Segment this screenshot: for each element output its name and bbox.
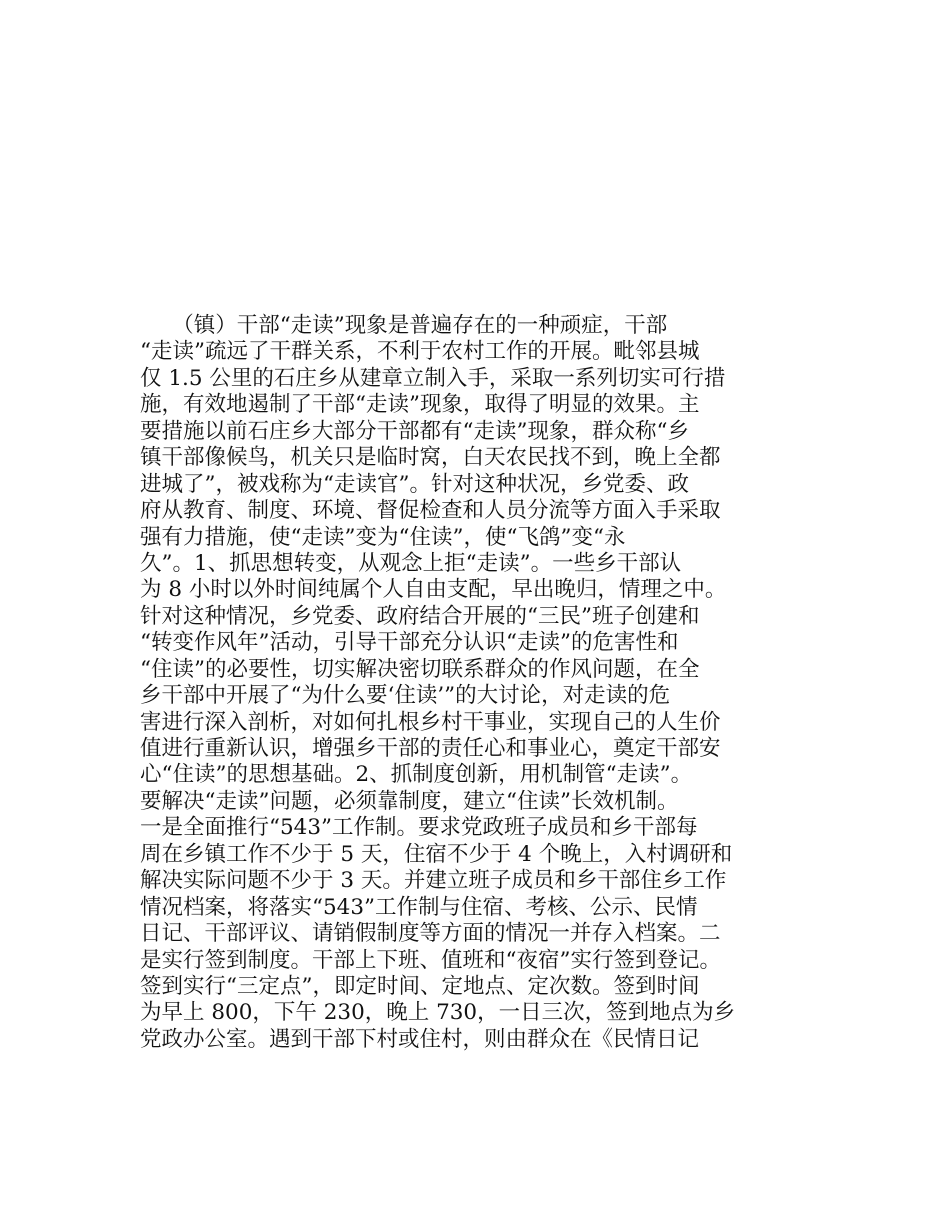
text-line: “住读”的必要性，切实解决密切联系群众的作风问题，在全 — [140, 656, 700, 682]
text-line: 值进行重新认识，增强乡干部的责任心和事业心，奠定干部安 — [140, 736, 721, 761]
text-line: “走读”疏远了干群关系，不利于农村工作的开展。毗邻县城 — [140, 339, 700, 365]
text-line: 为早上 800，下午 230，晚上 730，一日三次，签到地点为乡 — [140, 1000, 736, 1026]
text-line: 要措施以前石庄乡大部分干部都有“走读”现象，群众称“乡 — [140, 418, 689, 444]
text-line: 周在乡镇工作不少于 5 天，住宿不少于 4 个晚上，入村调研和 — [140, 841, 733, 867]
text-line: 要解决“走读”问题，必须靠制度，建立“住读”长效机制。 — [140, 788, 679, 814]
text-line: 是实行签到制度。干部上下班、值班和“夜宿”实行签到登记。 — [140, 947, 721, 973]
text-line: 为 8 小时以外时间纯属个人自由支配，早出晚归，情理之中。 — [140, 577, 727, 603]
text-line: 针对这种情况，乡党委、政府结合开展的“三民”班子创建和 — [140, 603, 700, 629]
text-line: 签到实行“三定点”，即定时间、定地点、定次数。签到时间 — [140, 973, 700, 999]
text-line: 进城了”，被戏称为“走读官”。针对这种状况，乡党委、政 — [140, 471, 689, 497]
body-paragraph — [140, 313, 830, 1053]
text-line: 乡干部中开展了“为什么要‘住读’”的大讨论，对走读的危 — [140, 683, 671, 709]
text-line: 镇干部像候鸟，机关只是临时窝，白天农民找不到，晚上全都 — [140, 445, 721, 471]
text-line: 强有力措施，使“走读”变为“住读”，使“飞鸽”变“永 — [140, 524, 626, 550]
text-line: 日记、干部评议、请销假制度等方面的情况一并存入档案。二 — [140, 921, 721, 947]
text-line: 府从教育、制度、环境、督促检查和人员分流等方面入手采取 — [140, 498, 721, 524]
text-line: 仅 1.5 公里的石庄乡从建章立制入手，采取一系列切实可行措 — [140, 365, 726, 391]
text-line: 施，有效地遏制了干部“走读”现象，取得了明显的效果。主 — [140, 392, 700, 418]
text-line: 一是全面推行“543”工作制。要求党政班子成员和乡干部每 — [140, 815, 698, 841]
text-line: 心“住读”的思想基础。2、抓制度创新，用机制管“走读”。 — [140, 762, 693, 788]
text-line: “转变作风年”活动，引导干部充分认识“走读”的危害性和 — [140, 630, 679, 656]
text-line: 情况档案，将落实“543”工作制与住宿、考核、公示、民情 — [140, 894, 698, 920]
text-line: （镇）干部“走读”现象是普遍存在的一种顽症，干部 — [140, 313, 668, 338]
text-line: 害进行深入剖析，对如何扎根乡村干事业，实现自己的人生价 — [140, 709, 721, 735]
text-line: 解决实际问题不少于 3 天。并建立班子成员和乡干部住乡工作 — [140, 868, 727, 894]
text-line: 党政办公室。遇到干部下村或住村，则由群众在《民情日记 — [140, 1026, 700, 1052]
text-line: 久”。1、抓思想转变，从观念上拒“走读”。一些乡干部认 — [140, 550, 682, 576]
